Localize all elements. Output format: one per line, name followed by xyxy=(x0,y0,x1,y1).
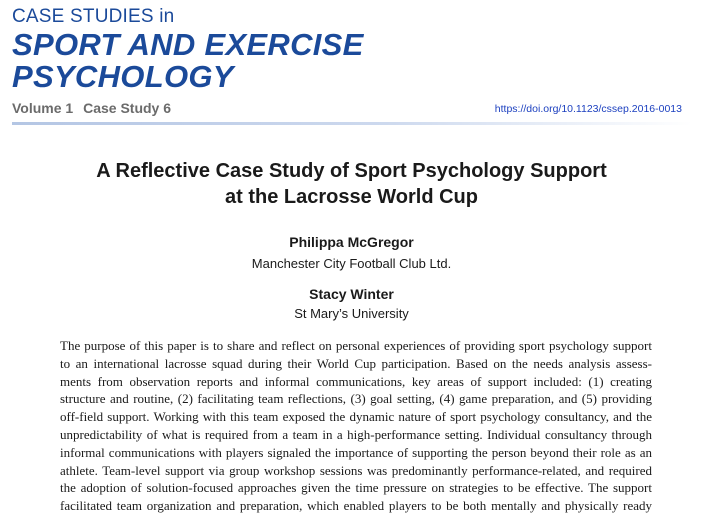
abstract-body xyxy=(60,337,652,515)
abstract-line: informal communications with players signaled the importance of supporting the person beyond their role as an xyxy=(60,444,652,460)
author-name: Philippa McGregor xyxy=(289,234,414,250)
article-title-line-1: A Reflective Case Study of Sport Psychology Support xyxy=(96,160,607,182)
abstract-line: ments from observation reports and informal communications, key areas of support included: (1) creating xyxy=(60,373,652,389)
author-affiliation: Manchester City Football Club Ltd. xyxy=(251,256,452,271)
abstract-line: unpredictability of what is required from a team in a high-performance setting. Individual consultancy through xyxy=(60,426,652,442)
volume-info xyxy=(12,100,171,116)
abstract-line: the adoption of solution-focused approaches given the time pressure on strategies to be effective. The support xyxy=(60,480,652,496)
journal-title-line-2: PSYCHOLOGY xyxy=(12,59,234,94)
header-divider xyxy=(12,122,692,125)
abstract-line: The purpose of this paper is to share and reflect on personal experiences of providing sport psychology support xyxy=(60,338,652,353)
abstract-line: structure and routine, (2) facilitating team reflections, (3) goal setting, (4) game preparation, and (5) providing xyxy=(60,391,652,407)
author-affiliation: St Mary’s University xyxy=(294,306,409,321)
volume-label: Volume 1 xyxy=(12,100,74,116)
abstract-line: to an international lacrosse squad during their World Cup participation. Based on the needs analysis assess- xyxy=(60,355,652,371)
abstract-line: facilitated team organization and preparation, which enabled players to be both mentally and physically ready xyxy=(60,498,652,514)
case-study-label: Case Study 6 xyxy=(83,100,172,116)
abstract-line: athlete. Team-level support via group workshop sessions was predominantly performance-related, and required xyxy=(60,462,652,478)
author-name: Stacy Winter xyxy=(309,286,394,302)
doi-link[interactable]: https://doi.org/10.1123/cssep.2016-0013 xyxy=(494,103,682,115)
journal-series-label: CASE STUDIES in xyxy=(12,6,175,27)
abstract-line: off-field support. Working with this team exposed the dynamic nature of sport psychology consultancy, and the xyxy=(60,409,652,425)
article-title-line-2: at the Lacrosse World Cup xyxy=(224,186,478,208)
journal-title-line-1: SPORT AND EXERCISE xyxy=(12,27,364,62)
